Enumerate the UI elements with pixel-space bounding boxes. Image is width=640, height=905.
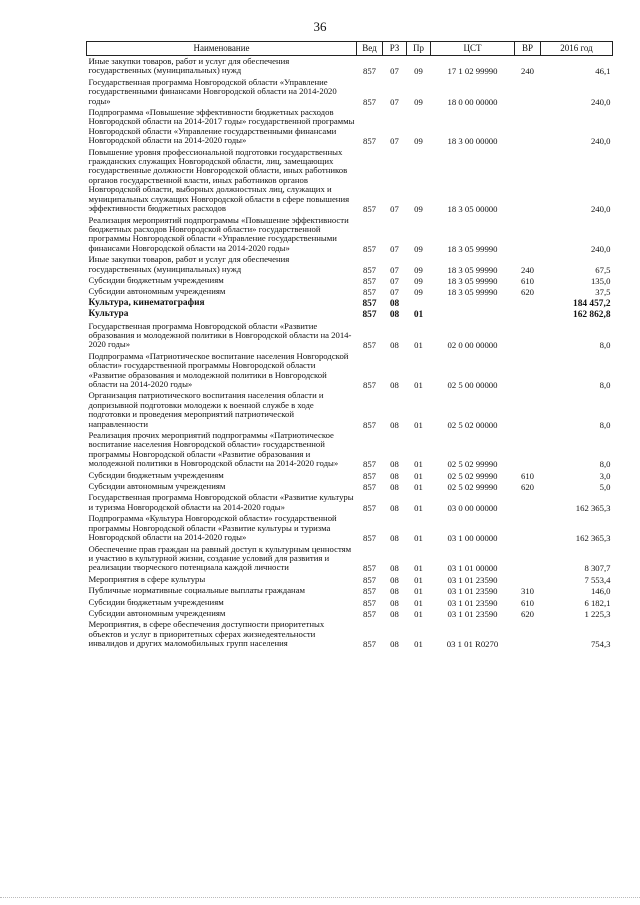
cell-name: Обеспечение прав граждан на равный доступ к культурным ценностям и участию в культурной жизни, создание условий для развития и реализации творческого потенциала каждой личности [88,543,352,573]
cell-vr: 620 [520,287,535,298]
table-header-row [87,42,613,56]
cell-pr: 01 [414,533,423,544]
cell-amount: 162 365,3 [575,502,611,513]
cell-pr: 01 [414,608,423,619]
cell-rz: 07 [390,243,399,254]
table-row [87,430,613,470]
cell-cst: 18 3 05 99990 [447,243,498,254]
cell-vr: 240 [520,264,535,275]
scan-edge-artifact [0,893,640,898]
cell-cst: 03 1 01 00000 [447,563,498,574]
cell-rz: 07 [390,96,399,107]
cell-pr: 01 [414,459,423,470]
cell-name: Государственная программа Новгородской области «Развитие культуры и туризма Новгородской области на 2014-2020 годы» [88,492,354,512]
cell-name: Публичные нормативные социальные выплаты гражданам [88,585,306,596]
cell-ved: 857 [362,380,377,390]
table-row [87,574,613,585]
cell-name: Реализация прочих мероприятий подпрограммы «Патриотическое воспитание населения Новгородской области» государственной программы Новгородской области «Развитие образования и молодежной политики в Новгородской области на 2014-2020 годы» [88,430,339,469]
cell-rz: 08 [390,533,399,544]
cell-amount: 135,0 [590,275,611,286]
cell-pr: 01 [414,482,423,493]
cell-ved: 857 [362,459,377,470]
cell-ved: 857 [362,470,377,481]
table-row [87,608,613,619]
cell-pr: 01 [414,419,423,430]
cell-vr [515,309,541,320]
cell-cst: 03 1 01 23590 [447,608,498,619]
cell-vr [515,351,541,391]
table-row [87,470,613,481]
cell-name: Субсидии автономным учреждениям [88,286,226,297]
table-row [87,286,613,297]
cell-pr: 01 [414,340,423,351]
column-header-year: 2016 год [541,42,613,56]
cell-amount: 8,0 [599,340,611,351]
cell-rz: 08 [390,340,399,351]
cell-ved: 857 [362,136,377,147]
cell-vr: 610 [520,275,535,286]
cell-vr [515,430,541,470]
cell-rz: 08 [390,459,399,470]
cell-ved: 857 [362,96,377,107]
cell-pr: 09 [414,243,423,254]
cell-ved: 857 [362,608,377,619]
cell-ved: 857 [362,502,377,513]
cell-amount: 8,0 [599,419,611,430]
cell-cst: 02 5 02 99990 [447,482,498,493]
cell-cst: 18 0 00 00000 [447,96,498,107]
cell-pr: 09 [414,136,423,147]
cell-amount: 3,0 [599,470,611,481]
cell-vr [515,298,541,309]
cell-ved: 857 [362,310,377,321]
cell-ved: 857 [362,275,377,286]
cell-amount: 184 457,2 [573,298,611,309]
cell-rz: 07 [390,264,399,275]
cell-cst: 17 1 02 99990 [447,66,498,77]
column-header-name: Наименование [87,42,357,56]
cell-name: Культура, кинематография [88,297,205,308]
cell-rz: 08 [390,470,399,481]
cell-vr: 310 [520,586,535,597]
table-row [87,481,613,492]
cell-rz: 07 [390,136,399,147]
cell-pr: 01 [414,470,423,481]
cell-ved: 857 [362,533,377,544]
cell-name: Подпрограмма «Повышение эффективности бюджетных расходов Новгородской области на 2014-2017 годы» государственной программы Новгородской области «Управление государственными финансами Новгородской области на 2014-2020 годы» [88,107,355,146]
table-row [87,298,613,309]
cell-vr [515,544,541,574]
cell-amount: 1 225,3 [584,608,611,619]
cell-cst: 02 5 00 00000 [447,380,498,390]
cell-rz: 08 [390,574,399,585]
cell-cst: 03 1 01 23590 [447,586,498,597]
cell-amount: 162 365,3 [575,533,611,544]
table-row [87,390,613,430]
cell-ved: 857 [362,597,377,608]
cell-name: Субсидии автономным учреждениям [88,607,226,618]
cell-cst: 03 1 01 R0270 [446,639,499,650]
cell-pr: 01 [414,639,423,650]
cell-cst: 18 3 05 00000 [447,204,498,215]
cell-pr: 09 [414,66,423,77]
cell-pr: 09 [414,275,423,286]
cell-cst: 18 3 05 99990 [447,287,498,298]
table-row [87,107,613,147]
cell-amount: 37,5 [595,287,611,298]
cell-cst: 18 3 05 99990 [447,275,498,286]
cell-rz: 08 [390,419,399,430]
cell-rz: 08 [389,310,400,321]
cell-name: Подпрограмма «Культура Новгородской области» государственной программы Новгородской области «Развитие культуры и туризма Новгородской области на 2014-2020 годы» [88,513,337,543]
cell-rz: 08 [390,586,399,597]
cell-pr [407,298,431,309]
cell-amount: 146,0 [590,586,611,597]
cell-rz: 08 [390,502,399,513]
cell-cst: 03 1 00 00000 [447,533,498,544]
cell-name: Государственная программа Новгородской области «Управление государственными финансами Новгородской области на 2014-2020 годы» [88,76,337,106]
table-row [87,492,613,513]
cell-amount: 8,0 [599,459,611,470]
cell-vr: 610 [520,470,535,481]
cell-vr: 620 [520,482,535,493]
cell-vr [515,77,541,107]
cell-amount: 240,0 [590,204,611,215]
cell-vr [515,107,541,147]
cell-ved: 857 [362,419,377,430]
cell-pr: 01 [414,380,423,390]
cell-cst: 02 0 00 00000 [447,340,498,351]
page-number: 36 [313,19,327,34]
cell-pr: 09 [414,264,423,275]
table-row [87,77,613,107]
cell-ved: 857 [362,204,377,215]
table-row [87,321,613,351]
table-row [87,513,613,543]
cell-cst: 02 5 02 99990 [447,459,498,470]
cell-rz: 07 [390,204,399,215]
column-header-pr: Пр [407,42,431,56]
cell-vr: 240 [520,66,535,77]
cell-pr: 09 [414,287,423,298]
cell-cst: 02 5 02 00000 [447,419,498,430]
cell-cst: 18 3 00 00000 [447,136,498,147]
table-row [87,351,613,391]
cell-cst: 02 5 02 99990 [447,470,498,481]
cell-pr: 09 [414,96,423,107]
cell-amount: 240,0 [590,243,611,254]
cell-vr: 610 [520,597,535,608]
cell-name: Повышение уровня профессиональной подготовки государственных гражданских служащих Новгородской области, лиц, замещающих государственные должности Новгородской области, иных работников органов государственной власти, иных работников органов Новгородской области, выборных должностных лиц, служащих и муниципальных служащих Новгородской области в сфере повышения эффективности бюджетных расходов [88,146,350,214]
cell-rz: 07 [390,66,399,77]
cell-name: Иные закупки товаров, работ и услуг для обеспечения государственных (муниципальных) нужд [88,254,290,274]
cell-ved: 857 [362,586,377,597]
cell-vr [515,619,541,649]
table-row [87,275,613,286]
cell-ved: 857 [362,340,377,351]
cell-amount: 240,0 [590,136,611,147]
cell-pr: 09 [414,204,423,215]
cell-name: Субсидии бюджетным учреждениям [88,596,224,607]
table-row [87,147,613,215]
cell-rz: 07 [390,287,399,298]
cell-vr [515,390,541,430]
cell-pr: 01 [414,586,423,597]
cell-vr [515,574,541,585]
cell-vr [515,147,541,215]
cell-amount: 240,0 [590,96,611,107]
cell-rz: 08 [390,563,399,574]
cell-ved: 857 [362,574,377,585]
cell-name: Подпрограмма «Патриотическое воспитание населения Новгородской области» государственной программы Новгородской области «Развитие образования и молодежной политики в Новгородской области на 2014-2020 годы» [88,350,349,389]
cell-vr [515,513,541,543]
cell-cst: 03 0 00 00000 [447,502,498,513]
cell-name: Субсидии бюджетным учреждениям [88,469,224,480]
cell-ved: 857 [362,563,377,574]
cell-amount: 6 182,1 [584,597,611,608]
cell-amount: 8 307,7 [584,563,611,574]
cell-cst: 18 3 05 99990 [447,264,498,275]
cell-vr [515,321,541,351]
cell-ved: 857 [362,639,377,650]
cell-name: Мероприятия в сфере культуры [88,573,206,584]
cell-amount: 5,0 [599,482,611,493]
cell-name: Иные закупки товаров, работ и услуг для обеспечения государственных (муниципальных) нужд [88,56,290,76]
cell-pr: 01 [414,597,423,608]
table-row [87,254,613,275]
cell-amount: 8,0 [599,380,611,390]
cell-rz: 08 [390,380,399,390]
column-header-ved: Вед [357,42,383,56]
cell-ved: 857 [362,482,377,493]
table-row [87,309,613,320]
cell-rz: 08 [390,639,399,650]
cell-amount: 754,3 [590,639,611,650]
cell-rz: 08 [390,597,399,608]
cell-ved: 857 [362,243,377,254]
column-header-vr: ВР [515,42,541,56]
budget-table [86,41,613,650]
cell-rz: 08 [390,608,399,619]
cell-ved: 857 [362,298,377,309]
column-header-rz: РЗ [383,42,407,56]
cell-cst: 03 1 01 23590 [447,574,498,585]
cell-cst [431,298,515,309]
cell-cst: 03 1 01 23590 [447,597,498,608]
cell-ved: 857 [362,264,377,275]
column-header-cst: ЦСТ [431,42,515,56]
cell-ved: 857 [362,287,377,298]
cell-vr [515,215,541,255]
table-row [87,215,613,255]
cell-amount: 46,1 [595,66,611,77]
cell-pr: 01 [414,502,423,513]
cell-cst [431,309,515,320]
cell-amount: 7 553,4 [584,574,611,585]
cell-name: Субсидии бюджетным учреждениям [88,274,224,285]
table-row [87,597,613,608]
cell-ved: 857 [362,66,377,77]
cell-rz: 07 [390,275,399,286]
table-row [87,585,613,596]
cell-name: Организация патриотического воспитания населения области и допризывной подготовки молодежи к военной службе в ходе подготовки и проведения мероприятий патриотической направленности [88,390,324,429]
cell-pr: 01 [414,563,423,574]
table-row [87,56,613,77]
cell-name: Субсидии автономным учреждениям [88,481,226,492]
cell-rz: 08 [390,482,399,493]
cell-name: Мероприятия, в сфере обеспечения доступности приоритетных объектов и услуг в приоритетных сферах жизнедеятельности инвалидов и других маломобильных групп населения [88,619,325,649]
cell-name: Культура [88,309,129,320]
cell-vr: 620 [520,608,535,619]
cell-pr: 01 [414,574,423,585]
cell-name: Реализация мероприятий подпрограммы «Повышение эффективности бюджетных расходов Новгородской области» государственной программы Новгородской области «Управление государственными финансами Новгородской области на 2014-2020 годы» [88,214,349,253]
table-row [87,619,613,649]
table-row [87,544,613,574]
cell-amount: 162 862,8 [573,310,611,321]
cell-vr [515,492,541,513]
cell-amount: 67,5 [595,264,611,275]
cell-pr: 01 [413,310,424,321]
cell-name: Государственная программа Новгородской области «Развитие образования и молодежной политики в Новгородской области на 2014-2020 годы» [88,320,352,350]
cell-rz: 08 [389,298,400,309]
